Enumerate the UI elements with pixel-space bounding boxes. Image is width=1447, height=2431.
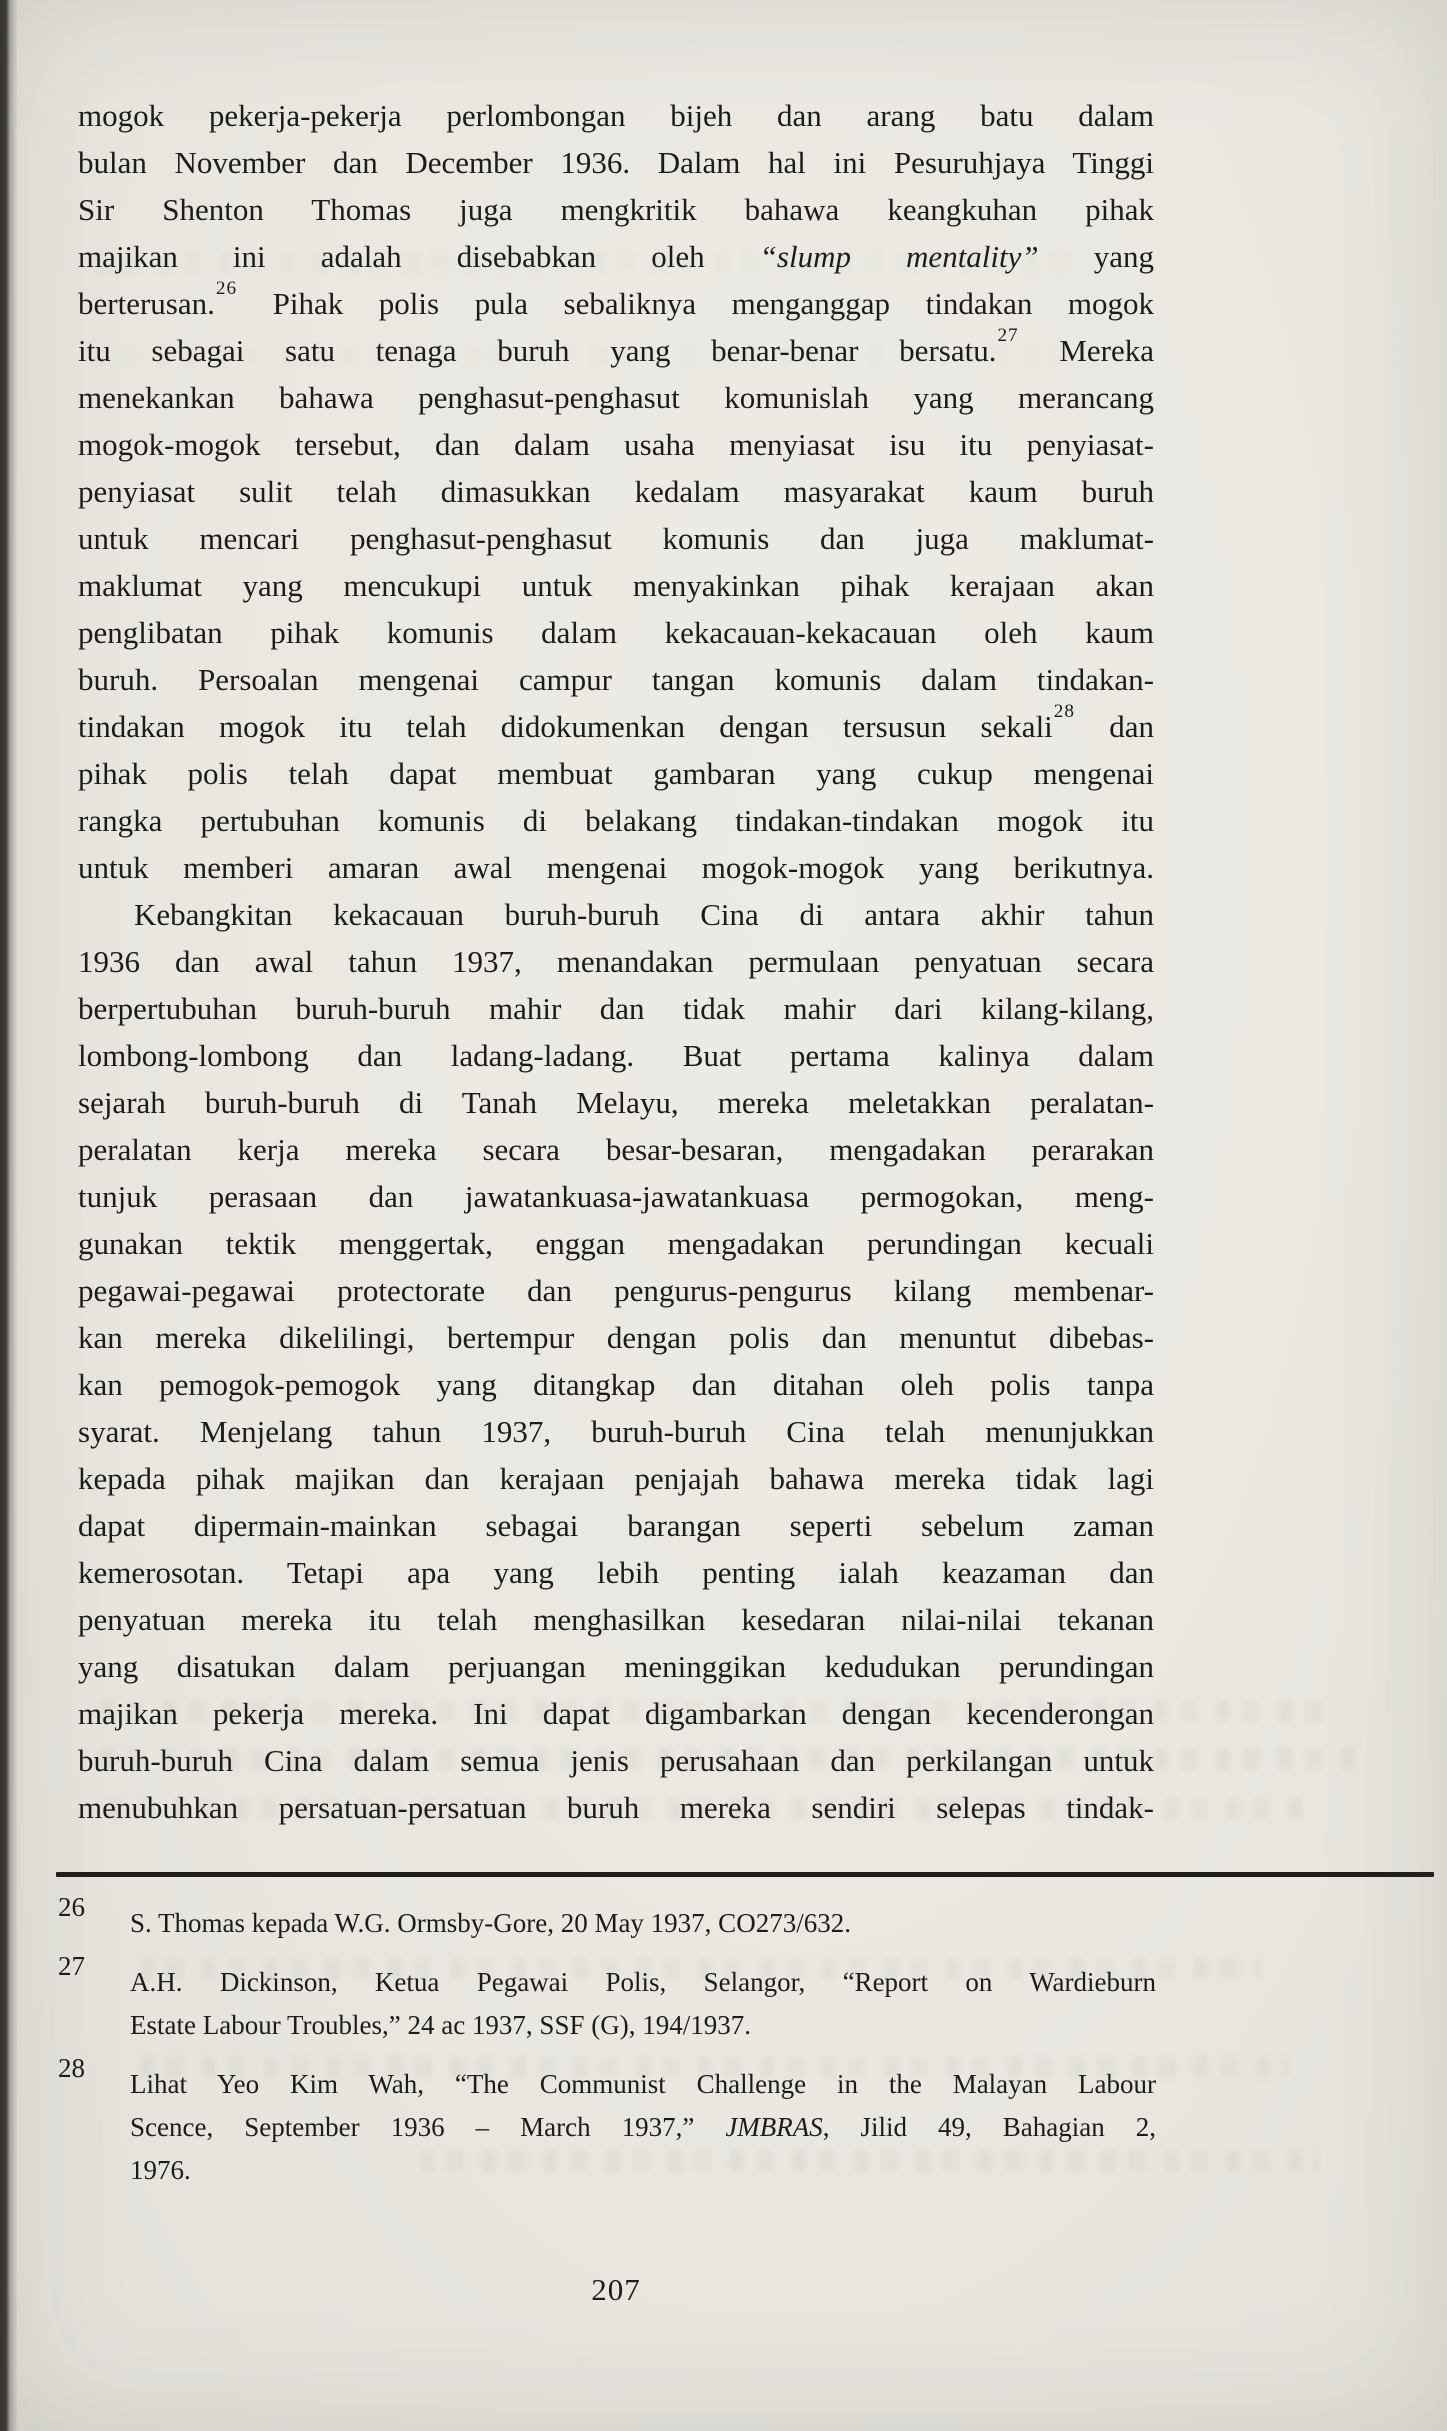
text-line: [78, 139, 1154, 186]
text-line: [78, 1173, 1154, 1220]
footnote-marker: 26: [58, 1892, 85, 1922]
text-line: [78, 1455, 1154, 1502]
text-segment: S. Thomas kepada W.G. Ormsby-Gore, 20 May 1937, CO273/632.: [130, 1908, 851, 1938]
footnote-text: [130, 1902, 1156, 1945]
text-line: [78, 186, 1154, 233]
text-line: [130, 1902, 1156, 1945]
text-line: [78, 1502, 1154, 1549]
text-line: [130, 2063, 1156, 2106]
text-segment: untuk mencari penghasut-penghasut komunis dan juga maklumat-: [78, 521, 1154, 556]
text-line: [78, 233, 1154, 280]
text-segment: Lihat Yeo Kim Wah, “The Communist Challenge in the Malayan Labour: [130, 2069, 1156, 2099]
text-line: [78, 1220, 1154, 1267]
text-line: [78, 1032, 1154, 1079]
text-segment: untuk memberi amaran awal mengenai mogok-mogok yang berikutnya.: [78, 850, 1154, 885]
text-line: [78, 750, 1154, 797]
text-line: [78, 92, 1154, 139]
text-line: [78, 280, 1154, 327]
text-segment: berterusan.: [78, 286, 215, 321]
footnote-ref: 28: [1053, 701, 1075, 723]
text-segment: mogok pekerja-pekerja perlombongan bijeh dan arang batu dalam: [78, 98, 1154, 133]
text-segment: majikan ini adalah disebabkan oleh: [78, 239, 760, 274]
footnote-text: [130, 1961, 1156, 2047]
text-line: [78, 656, 1154, 703]
text-segment: penglibatan pihak komunis dalam kekacauan-kekacauan oleh kaum: [78, 615, 1154, 650]
text-segment: A.H. Dickinson, Ketua Pegawai Polis, Selangor, “Report on Wardieburn: [130, 1967, 1156, 1997]
paragraph: [78, 92, 1154, 891]
text-line: [130, 2106, 1156, 2149]
text-segment: gunakan tektik menggertak, enggan mengadakan perundingan kecuali: [78, 1226, 1154, 1261]
text-segment: itu sebagai satu tenaga buruh yang benar-benar bersatu.: [78, 333, 997, 368]
text-segment: kepada pihak majikan dan kerajaan penjajah bahawa mereka tidak lagi: [78, 1461, 1154, 1496]
text-segment: rangka pertubuhan komunis di belakang tindakan-tindakan mogok itu: [78, 803, 1154, 838]
text-line: [78, 468, 1154, 515]
text-line: [78, 985, 1154, 1032]
text-segment: Pihak polis pula sebaliknya menganggap tindakan mogok: [237, 286, 1154, 321]
text-segment: , Jilid 49, Bahagian 2,: [822, 2112, 1156, 2142]
text-line: [78, 374, 1154, 421]
text-segment: bulan November dan December 1936. Dalam hal ini Pesuruhjaya Tinggi: [78, 145, 1154, 180]
text-segment: dan: [1075, 709, 1154, 744]
text-segment: pegawai-pegawai protectorate dan pengurus-pengurus kilang membenar-: [78, 1273, 1154, 1308]
text-line: [78, 1549, 1154, 1596]
footnote: [58, 1951, 1156, 2047]
text-line: [78, 609, 1154, 656]
text-line: [78, 515, 1154, 562]
body-text: [78, 92, 1154, 1831]
text-segment: syarat. Menjelang tahun 1937, buruh-buruh Cina telah menunjukkan: [78, 1414, 1154, 1449]
footnote: [58, 1892, 1156, 1945]
footnote-text: [130, 2063, 1156, 2192]
text-line: [78, 1408, 1154, 1455]
text-segment: Scence, September 1936 – March 1937,”: [130, 2112, 726, 2142]
text-line: [78, 1784, 1154, 1831]
text-segment: maklumat yang mencukupi untuk menyakinkan pihak kerajaan akan: [78, 568, 1154, 603]
text-segment: buruh. Persoalan mengenai campur tangan komunis dalam tindakan-: [78, 662, 1154, 697]
text-segment: Sir Shenton Thomas juga mengkritik bahawa keangkuhan pihak: [78, 192, 1154, 227]
text-line: [78, 1643, 1154, 1690]
text-line: [78, 1690, 1154, 1737]
text-line: [78, 1126, 1154, 1173]
text-segment: berpertubuhan buruh-buruh mahir dan tidak mahir dari kilang-kilang,: [78, 991, 1154, 1026]
text-segment: yang disatukan dalam perjuangan meninggikan kedudukan perundingan: [78, 1649, 1154, 1684]
text-segment: lombong-lombong dan ladang-ladang. Buat pertama kalinya dalam: [78, 1038, 1154, 1073]
footnote-ref: 26: [215, 278, 238, 300]
footnote-marker: 28: [58, 2053, 85, 2083]
text-segment: 1976.: [130, 2155, 191, 2185]
footnote-marker: 27: [58, 1951, 85, 1981]
text-line: [78, 1361, 1154, 1408]
text-segment: penyatuan mereka itu telah menghasilkan kesedaran nilai-nilai tekanan: [78, 1602, 1154, 1637]
text-segment: kan pemogok-pemogok yang ditangkap dan ditahan oleh polis tanpa: [78, 1367, 1154, 1402]
text-segment: Mereka: [1018, 333, 1154, 368]
text-line: [78, 703, 1154, 750]
text-segment: menubuhkan persatuan-persatuan buruh mereka sendiri selepas tindak-: [78, 1790, 1154, 1825]
paragraph: [78, 891, 1154, 1831]
text-segment: mogok-mogok tersebut, dan dalam usaha menyiasat isu itu penyiasat-: [78, 427, 1154, 462]
text-segment: Kebangkitan kekacauan buruh-buruh Cina di antara akhir tahun: [134, 897, 1154, 932]
footnote-separator: [56, 1872, 1434, 1877]
text-segment: penyiasat sulit telah dimasukkan kedalam masyarakat kaum buruh: [78, 474, 1154, 509]
text-segment: yang: [1038, 239, 1154, 274]
page-binding-edge: [0, 0, 18, 2431]
text-segment: kemerosotan. Tetapi apa yang lebih penting ialah keazaman dan: [78, 1555, 1154, 1590]
text-line: [78, 844, 1154, 891]
text-segment: 1936 dan awal tahun 1937, menandakan permulaan penyatuan secara: [78, 944, 1154, 979]
footnote-ref: 27: [997, 325, 1019, 347]
text-line: [130, 2149, 1156, 2192]
text-line: [130, 1961, 1156, 2004]
text-line: [78, 938, 1154, 985]
text-segment: majikan pekerja mereka. Ini dapat digambarkan dengan kecenderongan: [78, 1696, 1154, 1731]
text-line: [78, 891, 1154, 938]
text-segment: buruh-buruh Cina dalam semua jenis perusahaan dan perkilangan untuk: [78, 1743, 1154, 1778]
text-line: [130, 2004, 1156, 2047]
text-segment: menekankan bahawa penghasut-penghasut komunislah yang merancang: [78, 380, 1154, 415]
footnotes: [58, 1892, 1156, 2208]
text-segment: JMBRAS: [725, 2112, 823, 2142]
text-line: [78, 1737, 1154, 1784]
text-segment: peralatan kerja mereka secara besar-besaran, mengadakan perarakan: [78, 1132, 1154, 1167]
text-segment: “slump mentality”: [759, 239, 1039, 274]
text-line: [78, 1596, 1154, 1643]
text-line: [78, 797, 1154, 844]
text-line: [78, 421, 1154, 468]
footnote: [58, 2053, 1156, 2192]
page-number: 207: [591, 2272, 641, 2307]
text-line: [78, 562, 1154, 609]
text-line: [78, 1267, 1154, 1314]
text-segment: Estate Labour Troubles,” 24 ac 1937, SSF (G), 194/1937.: [130, 2010, 751, 2040]
text-segment: dapat dipermain-mainkan sebagai barangan seperti sebelum zaman: [78, 1508, 1154, 1543]
text-segment: sejarah buruh-buruh di Tanah Melayu, mereka meletakkan peralatan-: [78, 1085, 1154, 1120]
text-line: [78, 1079, 1154, 1126]
text-segment: tindakan mogok itu telah didokumenkan dengan tersusun sekali: [78, 709, 1053, 744]
text-segment: kan mereka dikelilingi, bertempur dengan polis dan menuntut dibebas-: [78, 1320, 1154, 1355]
text-segment: tunjuk perasaan dan jawatankuasa-jawatankuasa permogokan, meng-: [78, 1179, 1154, 1214]
text-line: [78, 1314, 1154, 1361]
text-segment: pihak polis telah dapat membuat gambaran yang cukup mengenai: [78, 756, 1154, 791]
text-line: [78, 327, 1154, 374]
